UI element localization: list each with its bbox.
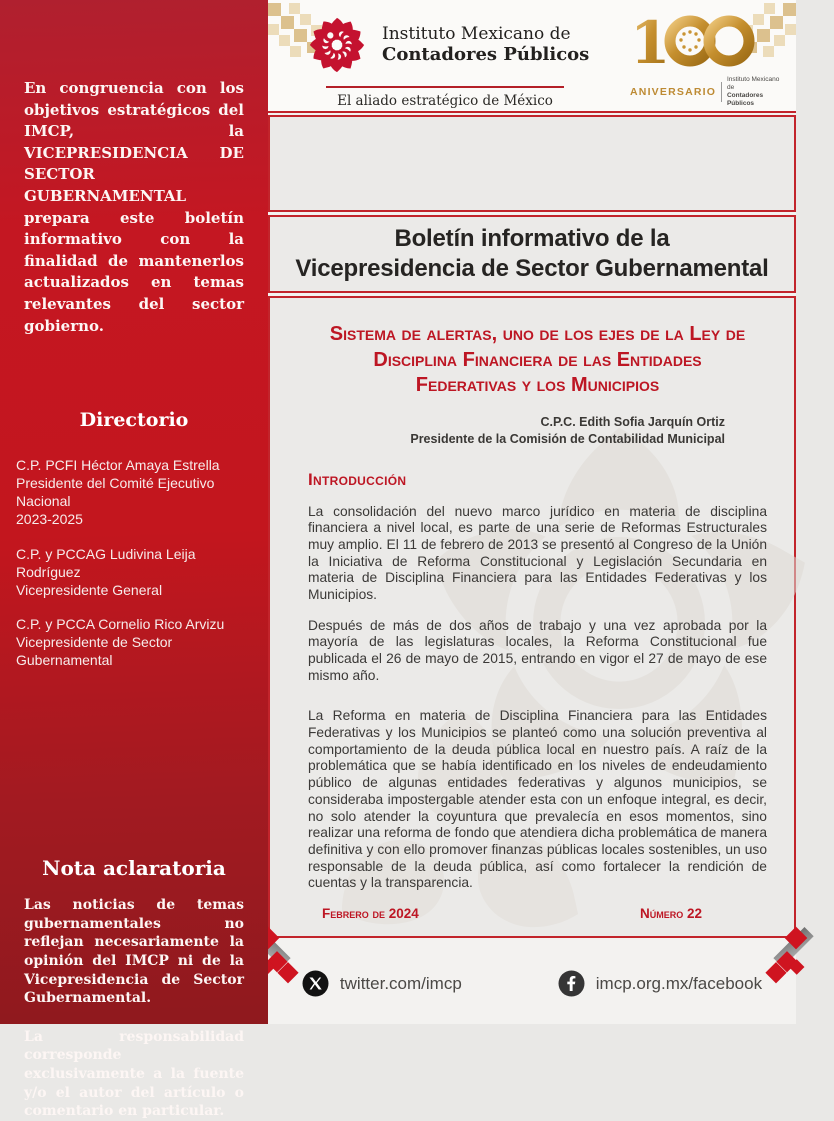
twitter-link[interactable] bbox=[302, 970, 462, 997]
directorio-term: 2023-2025 bbox=[16, 510, 83, 527]
bottom-strip bbox=[268, 938, 796, 1024]
anniversary-100-icon bbox=[630, 9, 762, 77]
bulletin-title-line2: Vicepresidencia de Sector Gubernamental bbox=[295, 255, 769, 282]
tagline: El aliado estratégico de México bbox=[337, 93, 553, 109]
directorio-name: C.P. PCFI Héctor Amaya Estrella bbox=[16, 457, 220, 474]
directorio-list bbox=[16, 457, 254, 670]
directorio-name: C.P. y PCCAG Ludivina Leija Rodríguez bbox=[16, 545, 196, 580]
issue-date: Febrero de 2024 bbox=[322, 906, 419, 921]
twitter-handle: twitter.com/imcp bbox=[339, 973, 462, 993]
anniversary-label: ANIVERSARIO bbox=[630, 86, 717, 99]
article-footer bbox=[322, 906, 702, 921]
anniversary-caption bbox=[630, 76, 780, 109]
author-name: C.P.C. Edith Sofia Jarquín Ortiz bbox=[540, 414, 725, 429]
sidebar-intro-text: En congruencia con los objetivos estratégicos del IMCP, la VICEPRESIDENCIA DE SECTOR GUBERNAMENTAL prepara este boletín informativo con la finalidad de mantenerlos actualizados en temas relevantes del sector gobierno. bbox=[24, 79, 244, 335]
anniversary-org-line1: Instituto Mexicano de bbox=[726, 76, 780, 92]
main-column bbox=[268, 0, 796, 1024]
nota-paragraph: Las noticias de temas gubernamentales no reflejan necesariamente la opinión del IMCP ni de la Vicepresidencia de Sector Gubernamental. bbox=[24, 897, 244, 1007]
logo-divider-rule bbox=[326, 86, 564, 88]
article-title: Sistema de alertas, uno de los ejes de la Ley de Disciplina Financiera de las Entidades Federativas y los Municipios bbox=[329, 323, 746, 397]
anniversary-logo bbox=[630, 10, 780, 109]
anniversary-divider bbox=[721, 82, 722, 102]
anniversary-org-line2: Contadores Públicos bbox=[726, 92, 764, 108]
author-block bbox=[308, 414, 725, 448]
org-name-line2: Contadores Públicos bbox=[382, 44, 590, 66]
org-name-line1: Instituto Mexicano de bbox=[382, 24, 571, 45]
nota-paragraph: La responsabilidad corresponde exclusivamente a la fuente y/o el autor del artículo o comentario en particular. bbox=[24, 1028, 244, 1120]
facebook-handle: imcp.org.mx/facebook bbox=[595, 973, 763, 993]
nota-aclaratoria-heading: Nota aclaratoria bbox=[42, 856, 226, 881]
article-content bbox=[270, 298, 794, 892]
article-box bbox=[268, 296, 796, 938]
issue-number: Número 22 bbox=[639, 906, 702, 921]
directorio-role: Vicepresidente de Sector Gubernamental bbox=[16, 634, 173, 669]
facebook-icon bbox=[558, 970, 585, 997]
imcp-starburst-logo-icon bbox=[306, 14, 368, 76]
org-name bbox=[382, 24, 589, 65]
article-paragraph: Después de más de dos años de trabajo y una vez aprobada por la mayoría de las legislaturas locales, la Reforma Constitucional fue publicada el 26 de mayo de 2015, entrando en vigor el 27 de mayo de ese mismo año. bbox=[308, 617, 767, 683]
social-links-row bbox=[268, 970, 796, 997]
article-paragraph: La consolidación del nuevo marco jurídico en materia de disciplina financiera a nivel local, es parte de una serie de Reformas Estructurales muy amplio. El 11 de febrero de 2013 se presentó al Congreso de la Unión la Iniciativa de Reforma Constitucional y Legislación Secundaria en materia de Disciplina Financiera para las Entidades Federativas y los Municipios. bbox=[308, 503, 767, 602]
section-heading: Introducción bbox=[308, 469, 407, 489]
directorio-entry bbox=[16, 457, 254, 529]
header bbox=[268, 0, 796, 113]
directorio-entry bbox=[16, 546, 254, 600]
facebook-link[interactable] bbox=[558, 970, 762, 997]
author-role: Presidente de la Comisión de Contabilidad Municipal bbox=[410, 431, 725, 446]
bulletin-title-box bbox=[268, 215, 796, 293]
directorio-name: C.P. y PCCA Cornelio Rico Arvizu bbox=[16, 616, 225, 633]
directorio-entry bbox=[16, 616, 254, 670]
sidebar bbox=[0, 0, 268, 1120]
bulletin-title-line1: Boletín informativo de la bbox=[394, 225, 670, 252]
imcp-logo-block bbox=[306, 14, 589, 76]
article-paragraph: La Reforma en materia de Disciplina Financiera para las Entidades Federativas y los Municipios se planteó como una solución preventiva al comportamiento de la deuda pública local en nuestro país. A raíz de la problemática que se había identificado en los niveles de endeudamiento público de algunas entidades federativas y algunos municipios, se consideraba impostergable atender esta con un enfoque integral, es decir, no solo atender la coyuntura que prevalecía en esos momentos, sino realizar una reforma de fondo que atendiera dicha problemática de manera definitiva y con ello promover finanzas públicas locales sostenibles, un uso responsable de la deuda pública, así como fortalecer la rendición de cuentas y la transparencia. bbox=[308, 708, 767, 891]
empty-banner-box bbox=[268, 115, 796, 212]
directorio-role: Presidente del Comité Ejecutivo Nacional bbox=[16, 475, 215, 509]
svg-text:1: 1 bbox=[630, 9, 671, 77]
anniversary-org bbox=[727, 76, 780, 109]
x-logo-icon bbox=[302, 970, 329, 997]
directorio-heading: Directorio bbox=[79, 409, 189, 432]
directorio-role: Vicepresidente General bbox=[16, 581, 163, 598]
